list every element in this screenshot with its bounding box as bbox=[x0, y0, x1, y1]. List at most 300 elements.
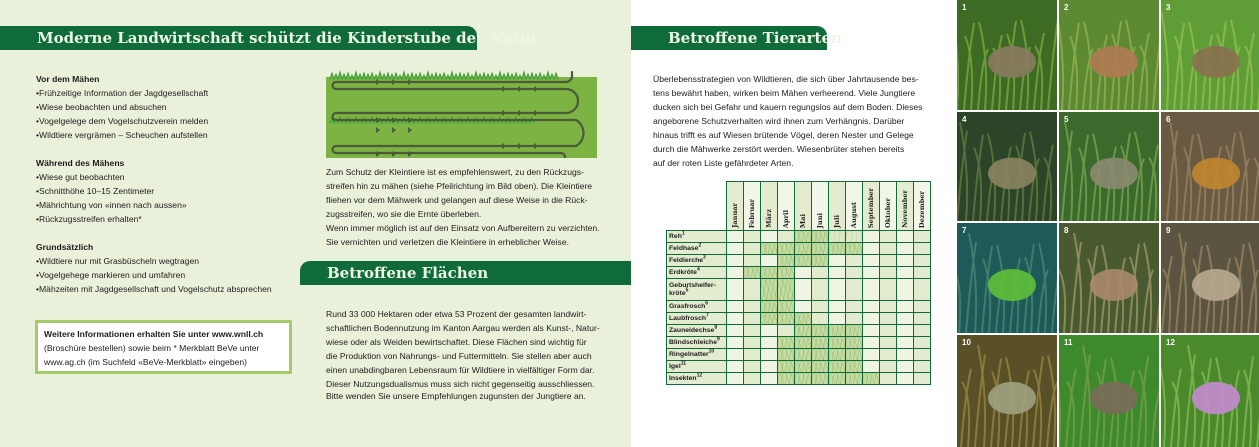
calendar-cell bbox=[727, 373, 744, 385]
calendar-cell-critical bbox=[863, 373, 880, 385]
photo-image bbox=[1059, 112, 1159, 221]
calendar-cell-critical bbox=[829, 361, 846, 373]
animal-shape bbox=[1090, 269, 1138, 301]
calendar-cell-critical bbox=[846, 325, 863, 337]
month-label: Mai bbox=[799, 213, 807, 228]
calendar-cell bbox=[846, 255, 863, 267]
calendar-cell-critical bbox=[778, 267, 795, 279]
list-item: • Mährichtung von «innen nach aussen» bbox=[36, 198, 296, 212]
paragraph-line: tens bewährt haben, wirken beim Mähen verheerend. Viele Jungtiere bbox=[653, 88, 916, 98]
calendar-corner bbox=[667, 182, 727, 231]
calendar-cell bbox=[727, 349, 744, 361]
species-ref: 10 bbox=[708, 348, 715, 355]
species-name: Geburtshelfer- kröte$^5$ bbox=[667, 279, 727, 301]
calendar-table bbox=[666, 181, 931, 385]
species-name: Blindschleiche$^9$ bbox=[667, 337, 727, 349]
calendar-cell bbox=[880, 231, 897, 243]
photo-number: 7 bbox=[962, 226, 967, 235]
calendar-cell bbox=[914, 337, 931, 349]
species-ref: 7 bbox=[706, 312, 709, 319]
calendar-cell-critical bbox=[795, 243, 812, 255]
calendar-cell bbox=[897, 337, 914, 349]
month-label: Januar bbox=[731, 203, 739, 228]
calendar-cell bbox=[761, 361, 778, 373]
calendar-cell bbox=[880, 279, 897, 301]
species-name: Ringelnatter$^{10}$ bbox=[667, 349, 727, 361]
calendar-cell-critical bbox=[761, 243, 778, 255]
species-ref: 6 bbox=[705, 300, 709, 307]
fawn-photo bbox=[957, 0, 1057, 110]
animal-shape bbox=[1192, 382, 1240, 415]
animal-shape bbox=[1192, 46, 1240, 78]
diagram-caption bbox=[326, 165, 608, 249]
closing-line: Bitte wenden Sie unsere Empfehlungen zugunsten der Jungtiere an. bbox=[326, 391, 586, 401]
calendar-cell bbox=[744, 255, 761, 267]
calendar-cell-critical bbox=[761, 313, 778, 325]
calendar-cell-critical bbox=[812, 349, 829, 361]
species-calendar bbox=[666, 181, 931, 385]
paragraph-line: Dieser Nutzungsdualismus muss sich nicht gegenseitig ausschliessen. bbox=[326, 379, 595, 389]
calendar-cell bbox=[829, 267, 846, 279]
calendar-cell bbox=[744, 301, 761, 313]
calendar-cell bbox=[897, 361, 914, 373]
photo-number: 12 bbox=[1166, 338, 1175, 347]
list-item: • Frühzeitige Information der Jagdgesellschaft bbox=[36, 86, 296, 100]
list-item: • Wildtiere vergrämen – Scheuchen aufstellen bbox=[36, 128, 296, 142]
calendar-cell bbox=[744, 325, 761, 337]
photo-image bbox=[1059, 223, 1159, 333]
calendar-cell bbox=[863, 361, 880, 373]
midwife-toad-photo bbox=[1059, 112, 1159, 221]
calendar-cell bbox=[744, 337, 761, 349]
calendar-cell bbox=[897, 255, 914, 267]
calendar-cell bbox=[863, 349, 880, 361]
species-ref: 11 bbox=[680, 360, 687, 367]
month-label: Juni bbox=[816, 212, 824, 228]
species-name: Grasfrosch$^6$ bbox=[667, 301, 727, 313]
calendar-row bbox=[667, 313, 931, 325]
calendar-cell bbox=[897, 373, 914, 385]
species-ref: 4 bbox=[696, 266, 700, 273]
calendar-cell bbox=[812, 279, 829, 301]
animal-shape bbox=[1192, 158, 1240, 190]
calendar-cell bbox=[744, 313, 761, 325]
hedgehog-photo bbox=[1059, 335, 1159, 447]
calendar-cell bbox=[914, 231, 931, 243]
species-intro-paragraph bbox=[653, 72, 948, 170]
species-ref: 9 bbox=[716, 336, 720, 343]
calendar-cell bbox=[897, 243, 914, 255]
month-header bbox=[778, 182, 795, 231]
photo-number: 8 bbox=[1064, 226, 1069, 235]
photo-image bbox=[1059, 335, 1159, 447]
lark-photo bbox=[1161, 0, 1259, 110]
info-box-line: (Broschüre bestellen) sowie beim * Merkblatt BeVe unter bbox=[44, 343, 260, 353]
species-name: Feldlerche$^3$ bbox=[667, 255, 727, 267]
calendar-cell bbox=[795, 267, 812, 279]
calendar-cell-critical bbox=[795, 361, 812, 373]
species-ref: 2 bbox=[698, 242, 702, 249]
calendar-row bbox=[667, 349, 931, 361]
animal-shape bbox=[1090, 46, 1138, 78]
calendar-cell bbox=[863, 231, 880, 243]
calendar-cell-critical bbox=[829, 243, 846, 255]
bumblebee-photo bbox=[1161, 335, 1259, 447]
calendar-cell bbox=[863, 301, 880, 313]
calendar-cell bbox=[795, 301, 812, 313]
calendar-cell-critical bbox=[795, 325, 812, 337]
calendar-cell bbox=[795, 279, 812, 301]
calendar-cell bbox=[880, 373, 897, 385]
month-header bbox=[744, 182, 761, 231]
more-info-box bbox=[35, 320, 292, 374]
calendar-cell bbox=[761, 337, 778, 349]
species-ref: 5 bbox=[685, 287, 689, 294]
month-label: Dezember bbox=[918, 190, 926, 228]
calendar-cell-critical bbox=[812, 243, 829, 255]
paragraph-line: Rund 33 000 Hektaren oder etwa 53 Prozent der gesamten landwirt- bbox=[326, 309, 587, 319]
affected-areas-banner: Betroffene Flächen bbox=[300, 261, 631, 285]
calendar-cell-critical bbox=[829, 349, 846, 361]
calendar-cell bbox=[761, 349, 778, 361]
section-before-mowing bbox=[36, 72, 296, 142]
calendar-row bbox=[667, 267, 931, 279]
species-ref: 3 bbox=[703, 254, 706, 261]
calendar-cell bbox=[744, 279, 761, 301]
toad-photo bbox=[957, 112, 1057, 221]
calendar-cell-critical bbox=[846, 337, 863, 349]
calendar-cell bbox=[880, 337, 897, 349]
grass-frog-photo bbox=[1161, 112, 1259, 221]
species-name: Insekten$^{12}$ bbox=[667, 373, 727, 385]
calendar-cell-critical bbox=[795, 313, 812, 325]
calendar-row bbox=[667, 337, 931, 349]
species-ref: 12 bbox=[696, 372, 703, 379]
month-header bbox=[880, 182, 897, 231]
month-header bbox=[846, 182, 863, 231]
calendar-cell bbox=[880, 255, 897, 267]
calendar-cell-critical bbox=[778, 373, 795, 385]
paragraph-line: schaftlichen Bodennutzung im Kanton Aargau werden als Kunst-, Natur- bbox=[326, 323, 600, 333]
calendar-cell bbox=[829, 255, 846, 267]
calendar-cell-critical bbox=[778, 279, 795, 301]
calendar-cell bbox=[880, 361, 897, 373]
calendar-cell bbox=[829, 313, 846, 325]
list-item: • Vogelgehege markieren und umfahren bbox=[36, 268, 296, 282]
photo-image bbox=[957, 335, 1057, 447]
paragraph-line: hinaus trifft es auf Wiesen brütende Vögel, deren Nester und Gelege bbox=[653, 130, 914, 140]
calendar-cell-critical bbox=[846, 243, 863, 255]
calendar-cell bbox=[727, 313, 744, 325]
month-label: Februar bbox=[748, 198, 756, 228]
calendar-cell bbox=[914, 279, 931, 301]
calendar-cell bbox=[863, 279, 880, 301]
photo-number: 10 bbox=[962, 338, 971, 347]
calendar-body bbox=[667, 231, 931, 385]
calendar-row bbox=[667, 231, 931, 243]
list-item: • Wildtiere nur mit Grasbüscheln wegtragen bbox=[36, 254, 296, 268]
animal-shape bbox=[988, 46, 1036, 78]
calendar-cell bbox=[744, 361, 761, 373]
animal-shape bbox=[988, 269, 1036, 301]
calendar-cell bbox=[863, 243, 880, 255]
calendar-cell-critical bbox=[829, 325, 846, 337]
calendar-cell-critical bbox=[812, 325, 829, 337]
caption-line: Sie vernichten und verletzen die Kleintiere in erheblicher Weise. bbox=[326, 237, 569, 247]
month-label: September bbox=[867, 187, 875, 228]
photo-image bbox=[957, 0, 1057, 110]
calendar-cell bbox=[863, 313, 880, 325]
calendar-cell bbox=[744, 349, 761, 361]
calendar-cell bbox=[744, 231, 761, 243]
animal-shape bbox=[988, 158, 1036, 190]
list-item: • Rückzugsstreifen erhalten* bbox=[36, 212, 296, 226]
calendar-cell bbox=[727, 255, 744, 267]
month-label: Oktober bbox=[884, 197, 892, 228]
calendar-cell bbox=[829, 231, 846, 243]
photo-image bbox=[1161, 335, 1259, 447]
photo-number: 11 bbox=[1064, 338, 1073, 347]
calendar-cell bbox=[744, 243, 761, 255]
calendar-cell bbox=[812, 267, 829, 279]
calendar-cell bbox=[863, 255, 880, 267]
calendar-cell bbox=[914, 313, 931, 325]
photo-number: 4 bbox=[962, 115, 967, 124]
calendar-cell bbox=[914, 267, 931, 279]
paragraph-line: ducken sich bei Gefahr und kauern regungslos auf dem Boden. Dieses bbox=[653, 102, 923, 112]
species-name: Reh$^1$ bbox=[667, 231, 727, 243]
calendar-cell bbox=[863, 267, 880, 279]
calendar-cell bbox=[880, 267, 897, 279]
paragraph-line: Überlebensstrategien von Wildtieren, die sich über Jahrtausende bes- bbox=[653, 74, 919, 84]
calendar-cell bbox=[761, 325, 778, 337]
calendar-row bbox=[667, 325, 931, 337]
caption-line: fliehen vor dem Mähwerk und gelangen auf diese Weise in die Rück- bbox=[326, 195, 588, 205]
calendar-cell-critical bbox=[846, 361, 863, 373]
calendar-cell bbox=[761, 231, 778, 243]
calendar-cell bbox=[727, 243, 744, 255]
section-heading: Vor dem Mähen bbox=[36, 74, 100, 84]
section-general bbox=[36, 240, 296, 296]
photo-image bbox=[1161, 112, 1259, 221]
affected-species-banner: Betroffene Tierarten bbox=[631, 26, 827, 50]
calendar-cell-critical bbox=[846, 349, 863, 361]
calendar-cell bbox=[812, 313, 829, 325]
calendar-cell bbox=[914, 243, 931, 255]
month-header bbox=[761, 182, 778, 231]
paragraph-line: die Produktion von Nahrungs- und Futtermitteln. Sie stellen aber auch bbox=[326, 351, 592, 361]
species-name: Zauneidechse$^8$ bbox=[667, 325, 727, 337]
photo-image bbox=[1059, 0, 1159, 110]
calendar-cell bbox=[914, 301, 931, 313]
photo-number: 3 bbox=[1166, 3, 1171, 12]
calendar-cell bbox=[914, 373, 931, 385]
calendar-cell bbox=[829, 279, 846, 301]
calendar-cell-critical bbox=[778, 255, 795, 267]
month-header bbox=[812, 182, 829, 231]
calendar-row bbox=[667, 255, 931, 267]
calendar-cell bbox=[727, 325, 744, 337]
animal-shape bbox=[1192, 269, 1240, 301]
calendar-header-row bbox=[667, 182, 931, 231]
species-photo-grid bbox=[957, 0, 1259, 447]
list-item: • Vogelgelege dem Vogelschutzverein melden bbox=[36, 114, 296, 128]
calendar-row bbox=[667, 243, 931, 255]
species-name: Laubfrosch$^7$ bbox=[667, 313, 727, 325]
photo-number: 6 bbox=[1166, 115, 1171, 124]
month-header bbox=[863, 182, 880, 231]
calendar-cell bbox=[897, 325, 914, 337]
caption-line: Wenn immer möglich ist auf den Einsatz von Aufbereitern zu verzichten. bbox=[326, 223, 600, 233]
month-header bbox=[795, 182, 812, 231]
photo-number: 2 bbox=[1064, 3, 1069, 12]
month-header bbox=[897, 182, 914, 231]
calendar-cell bbox=[880, 243, 897, 255]
affected-areas-paragraph bbox=[326, 307, 608, 391]
calendar-cell-critical bbox=[812, 373, 829, 385]
calendar-cell-critical bbox=[778, 301, 795, 313]
calendar-cell bbox=[778, 325, 795, 337]
animal-shape bbox=[1090, 158, 1138, 190]
month-label: August bbox=[850, 201, 858, 228]
photo-image bbox=[957, 223, 1057, 333]
calendar-cell bbox=[727, 337, 744, 349]
species-name: Feldhase$^2$ bbox=[667, 243, 727, 255]
paragraph-line: einen unabdingbaren Lebensraum für Wildtiere in vielfältiger Form dar. bbox=[326, 365, 595, 375]
section-heading: Grundsätzlich bbox=[36, 242, 94, 252]
calendar-cell-critical bbox=[778, 243, 795, 255]
lizard-photo bbox=[1059, 223, 1159, 333]
calendar-cell bbox=[880, 301, 897, 313]
calendar-cell bbox=[914, 255, 931, 267]
month-label: April bbox=[782, 209, 790, 228]
photo-image bbox=[1161, 0, 1259, 110]
calendar-cell bbox=[897, 267, 914, 279]
paragraph-line: wiese oder als Weiden bewirtschaftet. Diese Flächen sind wichtig für bbox=[326, 337, 587, 347]
calendar-cell bbox=[880, 349, 897, 361]
caption-line: streifen hin zu mähen (siehe Pfeilrichtung im Bild oben). Die Kleintiere bbox=[326, 181, 593, 191]
caption-line: Zum Schutz der Kleintiere ist es empfehlenswert, zu den Rückzugs- bbox=[326, 167, 584, 177]
calendar-cell bbox=[863, 325, 880, 337]
calendar-cell bbox=[914, 325, 931, 337]
calendar-cell-critical bbox=[761, 279, 778, 301]
month-header bbox=[914, 182, 931, 231]
calendar-cell bbox=[744, 373, 761, 385]
month-label: Juli bbox=[833, 215, 841, 228]
paragraph-line: auf der roten Liste gefährdeter Arten. bbox=[653, 158, 794, 168]
calendar-row bbox=[667, 301, 931, 313]
section-heading: Während des Mähens bbox=[36, 158, 125, 168]
month-label: März bbox=[765, 209, 773, 228]
photo-image bbox=[957, 112, 1057, 221]
list-item: • Wiese gut beobachten bbox=[36, 170, 296, 184]
calendar-cell bbox=[846, 301, 863, 313]
calendar-cell bbox=[761, 255, 778, 267]
calendar-cell-critical bbox=[846, 373, 863, 385]
species-name: Igel$^{11}$ bbox=[667, 361, 727, 373]
photo-number: 9 bbox=[1166, 226, 1171, 235]
calendar-cell bbox=[897, 301, 914, 313]
photo-number: 1 bbox=[962, 3, 967, 12]
calendar-cell bbox=[914, 361, 931, 373]
calendar-cell-critical bbox=[829, 337, 846, 349]
month-label: November bbox=[901, 190, 909, 228]
calendar-cell-critical bbox=[778, 337, 795, 349]
calendar-cell bbox=[846, 313, 863, 325]
calendar-cell-critical bbox=[812, 255, 829, 267]
calendar-cell-critical bbox=[795, 349, 812, 361]
calendar-cell-critical bbox=[812, 337, 829, 349]
calendar-row bbox=[667, 361, 931, 373]
calendar-cell bbox=[880, 313, 897, 325]
calendar-cell-critical bbox=[795, 255, 812, 267]
section-during-mowing bbox=[36, 156, 296, 226]
list-item: • Schnitthöhe 10–15 Zentimeter bbox=[36, 184, 296, 198]
info-box-line[interactable]: www.ag.ch (im Suchfeld «BeVe-Merkblatt» eingeben) bbox=[44, 357, 248, 367]
hare-photo bbox=[1059, 0, 1159, 110]
calendar-cell bbox=[846, 279, 863, 301]
calendar-cell bbox=[846, 231, 863, 243]
calendar-cell-critical bbox=[812, 361, 829, 373]
calendar-cell-critical bbox=[829, 373, 846, 385]
calendar-cell-critical bbox=[761, 267, 778, 279]
calendar-cell-critical bbox=[761, 301, 778, 313]
calendar-cell bbox=[914, 349, 931, 361]
calendar-cell-critical bbox=[744, 267, 761, 279]
month-header bbox=[829, 182, 846, 231]
calendar-cell bbox=[727, 231, 744, 243]
info-box-lead[interactable]: Weitere Informationen erhalten Sie unter www.wnll.ch bbox=[44, 329, 264, 339]
animal-shape bbox=[988, 382, 1036, 415]
month-header bbox=[727, 182, 744, 231]
calendar-cell bbox=[727, 301, 744, 313]
slow-worm-photo bbox=[1161, 223, 1259, 333]
calendar-cell bbox=[846, 267, 863, 279]
calendar-cell-critical bbox=[812, 231, 829, 243]
calendar-cell bbox=[778, 231, 795, 243]
calendar-cell-critical bbox=[795, 337, 812, 349]
tree-frog-photo bbox=[957, 223, 1057, 333]
caption-line: zugsstreifen, wo sie die Ernte überleben. bbox=[326, 209, 482, 219]
calendar-cell bbox=[727, 279, 744, 301]
grass-strip-top bbox=[330, 72, 558, 79]
calendar-cell bbox=[727, 361, 744, 373]
calendar-cell bbox=[897, 349, 914, 361]
calendar-cell-critical bbox=[778, 313, 795, 325]
calendar-cell-critical bbox=[795, 231, 812, 243]
species-ref: 1 bbox=[681, 230, 685, 237]
list-item: • Mähzeiten mit Jagdgesellschaft und Vogelschutz absprechen bbox=[36, 282, 296, 296]
species-ref: 8 bbox=[714, 324, 718, 331]
animal-shape bbox=[1090, 382, 1138, 415]
calendar-cell bbox=[829, 301, 846, 313]
calendar-cell bbox=[897, 279, 914, 301]
calendar-cell bbox=[880, 325, 897, 337]
calendar-cell bbox=[863, 337, 880, 349]
calendar-row bbox=[667, 279, 931, 301]
calendar-cell bbox=[727, 267, 744, 279]
photo-image bbox=[1161, 223, 1259, 333]
calendar-row bbox=[667, 373, 931, 385]
calendar-cell bbox=[812, 301, 829, 313]
paragraph-line: durch die Mähwerke zerstört werden. Wiesenbrüter stehen bereits bbox=[653, 144, 905, 154]
mowing-pattern-diagram bbox=[326, 70, 599, 158]
grass-snake-photo bbox=[957, 335, 1057, 447]
calendar-cell bbox=[761, 373, 778, 385]
main-title-banner: Moderne Landwirtschaft schützt die Kinderstube der Natur bbox=[0, 26, 477, 50]
calendar-cell-critical bbox=[778, 361, 795, 373]
calendar-cell-critical bbox=[778, 349, 795, 361]
